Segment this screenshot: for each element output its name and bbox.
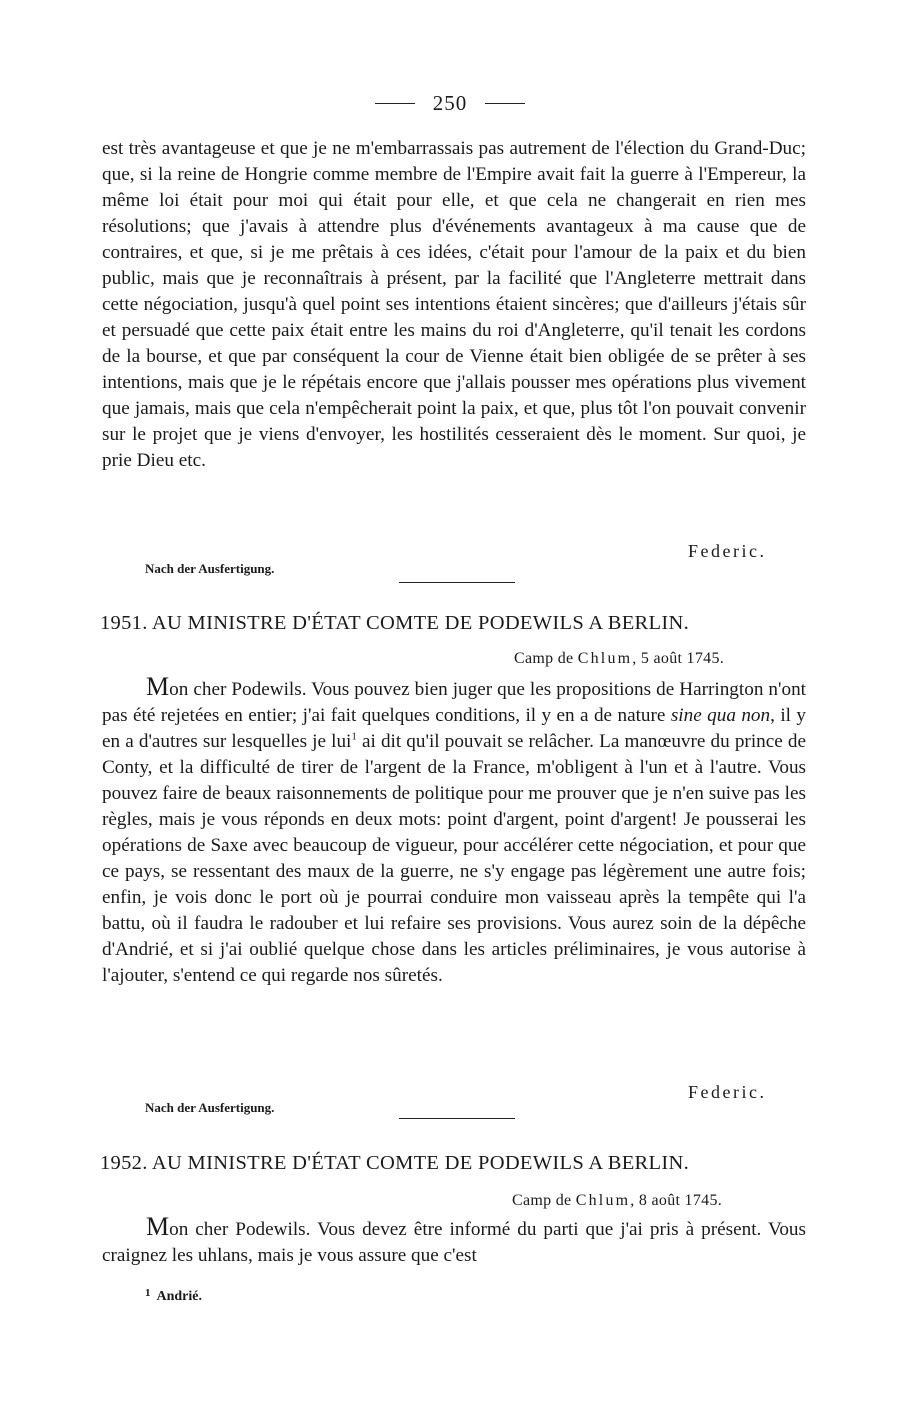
- letter-1951-italic: sine qua non: [670, 705, 771, 726]
- place-name: Chlum: [575, 1192, 631, 1209]
- letter-1952-text: on cher Podewils. Vous devez être informé du parti que j'ai pris à présent. Vous craignez les uhlans, mais je vous assure que c'est: [102, 1219, 806, 1266]
- letter-1951-text-a: on cher Podewils. Vous pouvez bien juger que les propositions de Harrington n'ont pas été rejetées en entier; j'ai fait quelques conditions, il y en a de nature: [102, 679, 806, 726]
- page-number: 250: [432, 90, 468, 115]
- separator-rule: [399, 1118, 515, 1119]
- letter-1952-body: [102, 1214, 806, 1269]
- letter-1952-body-block: [102, 1214, 806, 1269]
- footnote: [145, 1287, 202, 1305]
- place-name: Chlum: [577, 650, 633, 667]
- letter-1952-place-date: [512, 1192, 722, 1210]
- place-prefix: Camp de: [514, 650, 574, 667]
- letter-1951-place-date: [514, 650, 724, 668]
- page-header: [0, 88, 900, 118]
- header-rule-right: [485, 103, 525, 104]
- letter-1951-text-b: , il y en a d'autres sur lesquelles je lui: [102, 705, 806, 752]
- footnote-text: Andrié.: [156, 1289, 202, 1304]
- salutation-initial: M: [146, 1212, 170, 1241]
- footnote-reference: 1: [351, 730, 357, 743]
- letter-1951-body-block: [102, 674, 806, 989]
- place-date: , 5 août 1745.: [632, 650, 725, 667]
- separator-rule: [399, 582, 515, 583]
- letter-1950-source: Nach der Ausfertigung.: [145, 561, 275, 576]
- letter-1951-body: [102, 674, 806, 989]
- salutation-initial: M: [146, 672, 170, 701]
- letter-1950-signature: Federic.: [688, 541, 767, 561]
- letter-1951-text-c: ai dit qu'il pouvait se relâcher. La manœuvre du prince de Conty, et la difficulté de tirer de l'argent de la France, m'obligent à l'un et à l'autre. Vous pouvez faire de beaux raisonnements de politique pour me prouver que je n'en suive pas les règles, mais je vous réponds en deux mots: point d'argent, point d'argent! Je pousserai les opérations de Saxe avec beaucoup de vigueur, pour accélérer cette négociation, et pour que ce pays, se ressentant des maux de la guerre, ne s'y engage pas légèrement une autre fois; enfin, je vois donc le port où je pourrai conduire mon vaisseau après la tempête qui l'a battu, où il faudra le radouber et lui refaire ses provisions. Vous aurez soin de la dépêche d'Andrié, et si j'ai oublié quelque chose dans les articles préliminaires, je vous autorise à l'ajouter, s'entend ce qui regarde nos sûretés.: [102, 731, 806, 986]
- letter-1952-heading: 1952. AU MINISTRE D'ÉTAT COMTE DE PODEWILS A BERLIN.: [100, 1152, 689, 1174]
- letter-1951-heading: 1951. AU MINISTRE D'ÉTAT COMTE DE PODEWILS A BERLIN.: [100, 612, 689, 634]
- place-date: , 8 août 1745.: [630, 1192, 723, 1209]
- letter-1951-source: Nach der Ausfertigung.: [145, 1100, 275, 1115]
- letter-1951-signature: Federic.: [688, 1082, 767, 1102]
- letter-1950-continuation: [102, 136, 806, 474]
- footnote-mark: 1: [145, 1287, 151, 1299]
- letter-1950-body: est très avantageuse et que je ne m'embarrassais pas autrement de l'élection du Grand-Duc; que, si la reine de Hongrie comme membre de l'Empire avait fait la guerre à l'Empereur, la même loi était pour moi qui était pour elle, et que cela ne changerait en rien mes résolutions; que j'avais à attendre plus d'événements avantageux à ma cause que de contraires, et que, si je me prêtais à ces idées, c'était pour l'amour de la paix et du bien public, mais que je reconnaîtrais à présent, par la facilité que l'Angleterre mettrait dans cette négociation, jusqu'à quel point ses intentions étaient sincères; que d'ailleurs j'étais sûr et persuadé que cette paix était entre les mains du roi d'Angleterre, qu'il tenait les cordons de la bourse, et que par conséquent la cour de Vienne était bien obligée de se prêter à ses intentions, mais que je le répétais encore que j'allais pousser mes opérations plus vivement que jamais, mais que cela n'empêcherait point la paix, et que, plus tôt l'on pouvait convenir sur le projet que je viens d'envoyer, les hostilités cesseraient dès le moment. Sur quoi, je prie Dieu etc.: [102, 138, 806, 471]
- header-rule-left: [375, 103, 415, 104]
- place-prefix: Camp de: [512, 1192, 572, 1209]
